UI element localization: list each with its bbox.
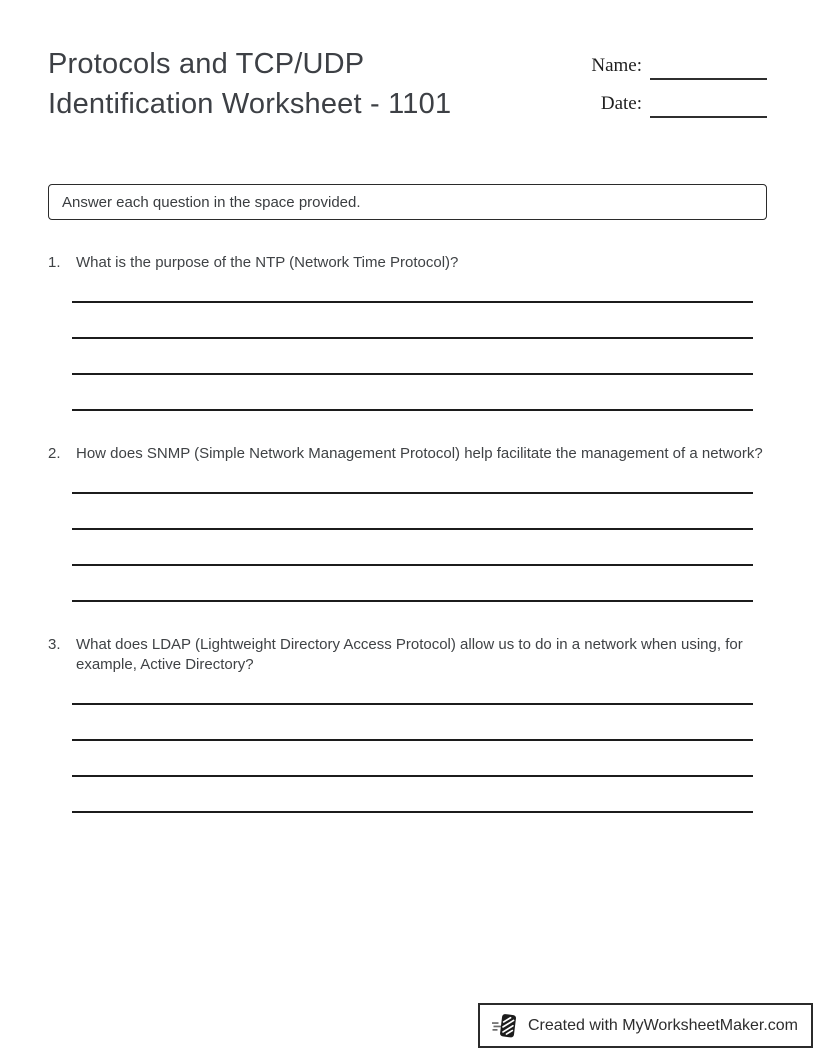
answer-lines xyxy=(72,675,753,813)
answer-line xyxy=(72,741,753,777)
question-number: 1. xyxy=(48,254,61,271)
question-text: What does LDAP (Lightweight Directory Access Protocol) allow us to do in a network when using, for example, Active Directory? xyxy=(76,636,743,673)
answer-lines xyxy=(72,273,753,411)
question-text: How does SNMP (Simple Network Management Protocol) help facilitate the management of a network? xyxy=(76,445,763,462)
answer-line xyxy=(72,566,753,602)
answer-line xyxy=(72,339,753,375)
answer-line xyxy=(72,303,753,339)
question-head xyxy=(48,444,767,464)
page-title: Protocols and TCP/UDP Identification Worksheet - 1101 xyxy=(48,48,452,120)
date-label: Date: xyxy=(600,93,642,114)
answer-line xyxy=(72,464,753,494)
instructions-box xyxy=(48,184,767,220)
answer-line xyxy=(72,705,753,741)
answer-line xyxy=(72,375,753,411)
question-number: 2. xyxy=(48,445,61,462)
question-head xyxy=(48,635,767,675)
date-blank-line xyxy=(650,116,767,118)
name-label: Name: xyxy=(591,55,642,76)
name-date-fields xyxy=(591,44,767,132)
footer-credit-badge xyxy=(478,1003,813,1048)
question-item-1 xyxy=(48,253,767,411)
answer-line xyxy=(72,675,753,705)
question-item-2 xyxy=(48,444,767,602)
answer-lines xyxy=(72,464,753,602)
answer-line xyxy=(72,777,753,813)
date-field-row xyxy=(591,94,767,118)
header xyxy=(48,44,767,132)
question-item-3 xyxy=(48,635,767,813)
footer-credit-text: Created with MyWorksheetMaker.com xyxy=(527,1016,798,1034)
question-number: 3. xyxy=(48,636,61,653)
answer-line xyxy=(72,273,753,303)
name-field-row xyxy=(591,56,767,80)
name-blank-line xyxy=(650,78,767,80)
answer-line xyxy=(72,494,753,530)
instructions-text: Answer each question in the space provided. xyxy=(62,193,361,211)
answer-line xyxy=(72,530,753,566)
worksheet-maker-logo-icon xyxy=(491,1012,519,1040)
question-text: What is the purpose of the NTP (Network Time Protocol)? xyxy=(76,254,459,271)
question-head xyxy=(48,253,767,273)
